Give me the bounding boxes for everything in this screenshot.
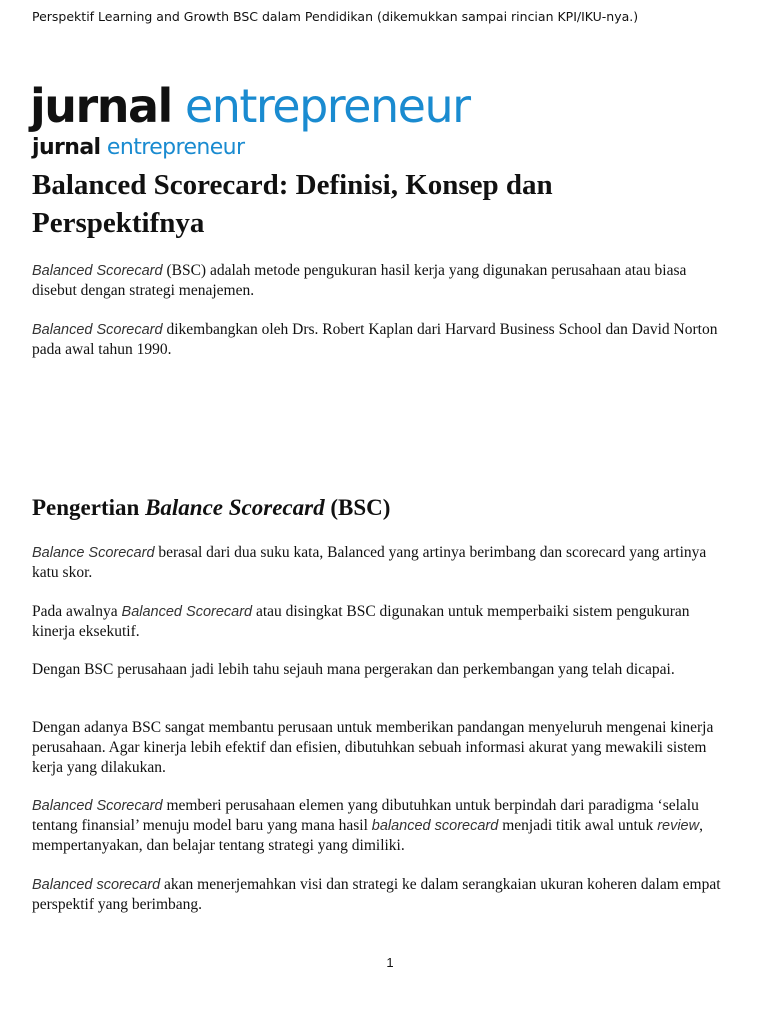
italic-term: review (657, 818, 700, 834)
italic-term: Balanced Scorecard (32, 263, 163, 279)
section-paragraph-6: Balanced scorecard akan menerjemahkan visi dan strategi ke dalam serangkaian ukuran koheren dalam empat perspektif yang berimbang. (32, 876, 721, 913)
italic-term: Balance Scorecard (32, 545, 155, 561)
section-heading: Pengertian Balance Scorecard (BSC) (32, 495, 391, 520)
logo-word-entrepreneur: entrepreneur (106, 135, 245, 160)
logo-word-entrepreneur: entrepreneur (184, 79, 470, 133)
logo-large (30, 78, 470, 134)
logo-word-jurnal: jurnal (32, 135, 101, 160)
italic-term: balanced scorecard (371, 818, 499, 834)
logo-word-jurnal: jurnal (30, 79, 172, 133)
section-paragraph-5: Balanced Scorecard memberi perusahaan elemen yang dibutuhkan untuk berpindah dari paradigma ‘selalu tentang finansial’ menuju model baru yang mana hasil balanced scorecard menjadi titik awal untuk review, mempertanyakan, dan belajar tentang strategi yang dimiliki. (32, 797, 703, 854)
article-title: Balanced Scorecard: Definisi, Konsep dan Perspektifnya (32, 169, 553, 239)
section-paragraph-4: Dengan adanya BSC sangat membantu perusaan untuk memberikan pandangan menyeluruh mengenai kinerja perusahaan. Agar kinerja lebih efektif dan efisien, dibutuhkan sebuah informasi akurat yang mewakili sistem kerja yang dilakukan. (32, 719, 714, 776)
section-paragraph-1: Balance Scorecard berasal dari dua suku kata, Balanced yang artinya berimbang dan scorecard yang artinya katu skor. (32, 544, 707, 581)
italic-term: Balanced Scorecard (121, 604, 253, 620)
running-header: Perspektif Learning and Growth BSC dalam Pendidikan (dikemukkan sampai rincian KPI/IKU-nya.) (32, 9, 639, 24)
italic-term: Balanced Scorecard (32, 798, 163, 814)
logo-small (32, 134, 244, 162)
intro-paragraph-2: Balanced Scorecard dikembangkan oleh Drs. Robert Kaplan dari Harvard Business School dan David Norton pada awal tahun 1990. (32, 321, 718, 358)
italic-term: Balanced scorecard (32, 877, 161, 893)
italic-term: Balanced Scorecard (32, 322, 163, 338)
section-paragraph-2: Pada awalnya Balanced Scorecard atau disingkat BSC digunakan untuk memperbaiki sistem pengukuran kinerja eksekutif. (32, 603, 690, 640)
intro-paragraph-1: Balanced Scorecard (BSC) adalah metode pengukuran hasil kerja yang digunakan perusahaan atau biasa disebut dengan strategi menajemen. (32, 262, 687, 299)
section-paragraph-3: Dengan BSC perusahaan jadi lebih tahu sejauh mana pergerakan dan perkembangan yang telah dicapai. (32, 661, 675, 678)
page-number: 1 (386, 955, 394, 970)
